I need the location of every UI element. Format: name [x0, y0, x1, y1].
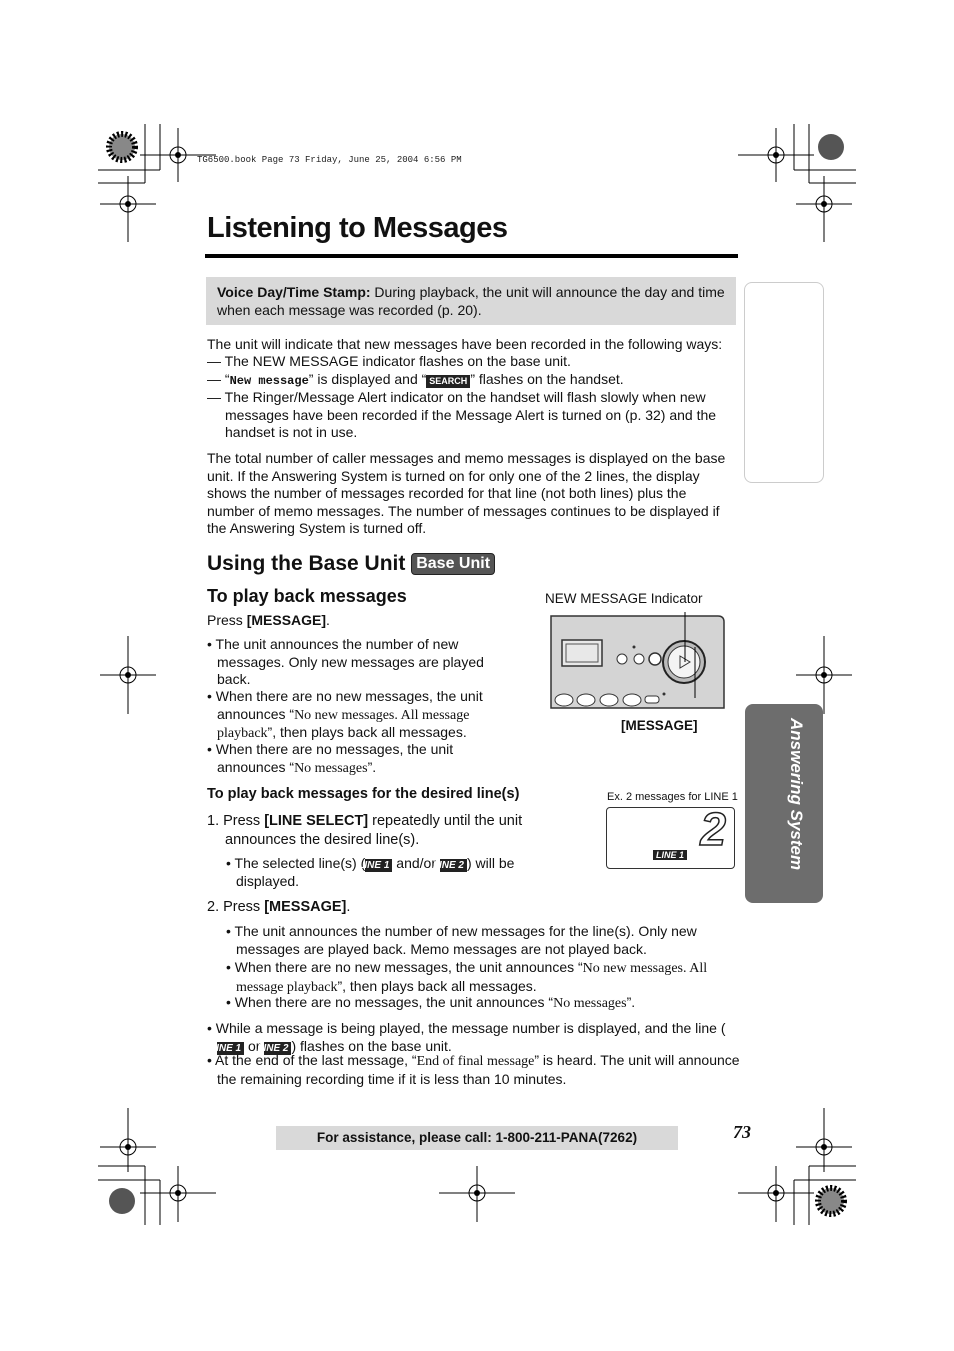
section-title: Using the Base Unit Base Unit: [207, 552, 495, 576]
lcd-display: [606, 803, 735, 869]
side-frame: [744, 282, 824, 483]
play-heading: To play back messages: [207, 586, 407, 606]
note-1: • While a message is being played, the message number is displayed, and the line (LINE 1 or LINE 2 ) flashes on the base unit.: [207, 1020, 726, 1054]
print-meta: TG6500.book Page 73 Friday, June 25, 2004 6:56 PM: [197, 155, 462, 165]
note-2: • At the end of the last message, “End of final message” is heard. The unit will announce the remaining recording time if it is less than 10 minutes.: [207, 1052, 740, 1087]
step-2-bullet-3: • When there are no messages, the unit announces “No messages”.: [226, 994, 636, 1011]
way-2: — “New message” is displayed and “ SEARCH ” flashes on the handset.: [207, 371, 624, 388]
lcd-line-indicator: LINE 1: [653, 850, 687, 860]
step-2-bullet-1: • The unit announces the number of new messages for the line(s). Only new messages are played back. Memo messages are not played back.: [226, 923, 697, 957]
side-tab-label: [745, 704, 823, 903]
search-indicator-icon: SEARCH: [426, 375, 470, 388]
page-title: Listening to Messages: [207, 212, 508, 244]
page-number: 73: [733, 1122, 751, 1142]
lcd-caption: Ex. 2 messages for LINE 1: [607, 791, 738, 803]
press-message: Press [MESSAGE].: [207, 612, 330, 628]
line-2-icon: LINE 2: [264, 1042, 291, 1055]
base-unit-badge: Base Unit: [411, 553, 495, 575]
step-2-bullet-2: • When there are no new messages, the unit announces “No new messages. All message playback”, then plays back all messages.: [226, 959, 708, 995]
step-1-bullet: • The selected line(s) (LINE 1 and/or LINE 2 ) will be displayed.: [226, 855, 515, 889]
line-1-icon: LINE 1: [365, 859, 392, 872]
desired-heading: To play back messages for the desired line(s): [207, 786, 520, 802]
message-button-label: [MESSAGE]: [621, 718, 698, 733]
base-unit-illustration: [548, 612, 728, 712]
play-bullet-1: • The unit announces the number of new messages. Only new messages are played back.: [207, 636, 484, 688]
play-bullet-2: • When there are no new messages, the unit announces “No new messages. All message playback”, then plays back all messages.: [207, 688, 483, 742]
total-paragraph: The total number of caller messages and memo messages is displayed on the base unit. If the Answering System is turned on for only one of the 2 lines, the display shows the number of messages recorded for that line (not both lines) plus the number of memo messages. The number of messages continues to be displayed if the Answering System is turned off.: [207, 450, 726, 537]
step-1: 1. Press [LINE SELECT] repeatedly until the unit announces the desired line(s).: [207, 813, 523, 848]
line-2-icon: LINE 2: [440, 859, 467, 872]
step-2: 2. Press [MESSAGE].: [207, 899, 351, 915]
side-tab: [745, 704, 823, 903]
line-1-icon: LINE 1: [217, 1042, 244, 1055]
svg-text:Answering System: Answering System: [787, 718, 806, 871]
title-rule: [205, 254, 738, 258]
play-bullet-3: • When there are no messages, the unit announces “No messages”.: [207, 741, 454, 776]
footer-assistance: For assistance, please call: 1-800-211-PANA(7262): [316, 1130, 638, 1145]
intro-text: The unit will indicate that new messages have been recorded in the following ways:: [207, 336, 723, 352]
info-box-text: Voice Day/Time Stamp: During playback, the unit will announce the day and time when each message was recorded (p. 20).: [217, 284, 725, 318]
way-1: — The NEW MESSAGE indicator flashes on the base unit.: [207, 353, 571, 369]
way-3: — The Ringer/Message Alert indicator on the handset will flash slowly when new messages have been recorded if the Message Alert is turned on (p. 32) and the handset is not in use.: [207, 389, 717, 441]
indicator-label: NEW MESSAGE Indicator: [545, 591, 703, 606]
lcd-digit: 2: [700, 803, 726, 855]
